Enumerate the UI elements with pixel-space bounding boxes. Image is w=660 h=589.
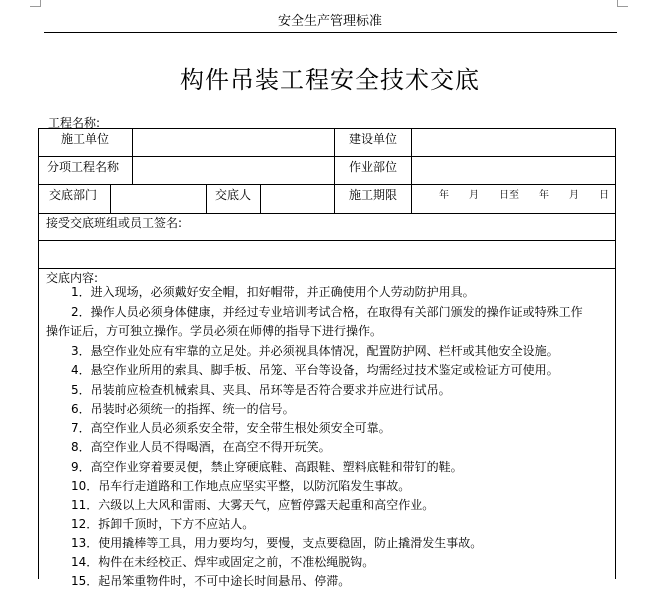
list-item: 11．六级以上大风和雷雨、大雾天气，应暂停露天起重和高空作业。	[71, 498, 435, 512]
column-divider	[260, 184, 261, 213]
list-item: 15．起吊笨重物件时，不可中途长时间悬吊、停滞。	[71, 574, 351, 588]
construction-unit-label: 施工单位	[61, 132, 110, 146]
list-item: 9．高空作业穿着要灵便，禁止穿硬底鞋、高跟鞋、塑料底鞋和带钉的鞋。	[71, 460, 463, 474]
list-item: 2．操作人员必须身体健康，并经过专业培训考试合格，在取得有关部门颁发的操作证或特殊工作	[71, 305, 583, 319]
list-item: 12．拆卸千顶时，下方不应站人。	[71, 517, 255, 531]
column-divider	[110, 184, 111, 213]
work-location-label: 作业部位	[349, 160, 398, 174]
subproject-label: 分项工程名称	[47, 160, 120, 174]
signature-label: 接受交底班组或员工签名:	[46, 216, 183, 230]
list-item: 10．吊车行走道路和工作地点应坚实平整，以防沉陷发生事故。	[71, 479, 411, 493]
project-name-label[interactable]: 工程名称:	[48, 116, 101, 130]
document-title: 构件吊装工程安全技术交底	[180, 66, 480, 94]
period-label: 施工期限	[349, 188, 398, 202]
header-rule	[44, 32, 617, 33]
list-item: 6．吊装时必须统一的指挥、统一的信号。	[71, 402, 295, 416]
row-divider	[39, 240, 615, 241]
handover-form	[38, 128, 616, 588]
column-divider	[132, 129, 133, 184]
list-item: 8．高空作业人员不得喝酒，在高空不得开玩笑。	[71, 440, 331, 454]
content-label: 交底内容:	[46, 271, 99, 285]
period-field[interactable]: 年 月 日至 年 月 日	[439, 190, 609, 201]
list-item: 5．吊装前应检查机械索具、夹具、吊环等是否符合要求并应进行试吊。	[71, 383, 451, 397]
row-divider	[39, 213, 615, 214]
list-item: 14．构件在未经校正、焊牢或固定之前，不准松绳脱钩。	[71, 555, 375, 569]
column-divider	[206, 184, 207, 213]
page-corner-mark-left	[30, 0, 41, 7]
list-item: 3．悬空作业处应有牢靠的立足处。并必须视具体情况，配置防护网、栏杆或其他安全设施。	[71, 344, 559, 358]
list-item: 7．高空作业人员必须系安全带，安全带生根处须安全可靠。	[71, 421, 391, 435]
row-divider	[39, 184, 615, 185]
column-divider	[411, 129, 412, 213]
row-divider	[39, 156, 615, 157]
column-divider	[334, 129, 335, 213]
row-divider	[39, 268, 615, 269]
list-item: 1．进入现场，必须戴好安全帽，扣好帽带，并正确使用个人劳动防护用具。	[71, 285, 475, 299]
handover-dept-label: 交底部门	[49, 188, 98, 202]
list-item: 4．悬空作业所用的索具、脚手板、吊笼、平台等设备，均需经过技术鉴定或检证方可使用。	[71, 363, 559, 377]
handover-person-label: 交底人	[215, 188, 252, 202]
list-item: 13．使用撬棒等工具，用力要均匀，要慢，支点要稳固，防止撬滑发生事故。	[71, 536, 483, 550]
list-item: 操作证后，方可独立操作。学员必须在师傅的指导下进行操作。	[46, 324, 383, 338]
developer-unit-label: 建设单位	[349, 132, 398, 146]
page-corner-mark-right	[617, 0, 628, 7]
page-header: 安全生产管理标准	[277, 14, 382, 29]
